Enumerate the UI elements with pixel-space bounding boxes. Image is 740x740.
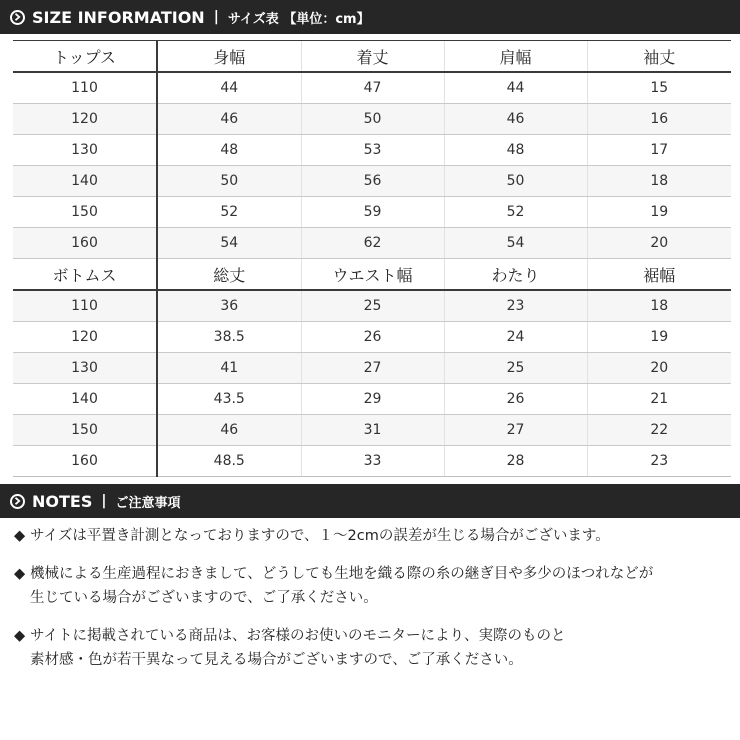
- value-cell: 53: [301, 135, 444, 166]
- value-cell: 27: [301, 353, 444, 384]
- table-row: [13, 197, 731, 228]
- value-cell: 56: [301, 166, 444, 197]
- value-cell: 18: [587, 166, 731, 197]
- table-row: [13, 415, 731, 446]
- value-cell: 20: [587, 228, 731, 259]
- size-table-unit-label: サイズ表 【単位：cm】: [227, 11, 370, 27]
- tops-header-row: [13, 41, 731, 73]
- size-cell: 110: [13, 290, 157, 322]
- value-cell: 47: [301, 72, 444, 104]
- value-cell: 46: [157, 104, 301, 135]
- value-cell: 50: [157, 166, 301, 197]
- size-cell: 140: [13, 384, 157, 415]
- header-separator: |: [213, 9, 219, 25]
- value-cell: 19: [587, 197, 731, 228]
- column-header: ウエスト幅: [301, 259, 444, 291]
- notes-header: [0, 484, 740, 518]
- value-cell: 25: [301, 290, 444, 322]
- value-cell: 44: [444, 72, 587, 104]
- column-header: 身幅: [157, 41, 301, 73]
- size-cell: 160: [13, 228, 157, 259]
- value-cell: 52: [157, 197, 301, 228]
- size-cell: 110: [13, 72, 157, 104]
- header-separator: |: [101, 493, 107, 509]
- value-cell: 19: [587, 322, 731, 353]
- diamond-bullet-icon: ◆: [14, 528, 26, 544]
- value-cell: 24: [444, 322, 587, 353]
- size-information-title: SIZE INFORMATION: [32, 7, 205, 27]
- column-header: 総丈: [157, 259, 301, 291]
- column-header: 着丈: [301, 41, 444, 73]
- value-cell: 23: [587, 446, 731, 477]
- value-cell: 36: [157, 290, 301, 322]
- size-table: [13, 40, 731, 477]
- size-cell: 130: [13, 135, 157, 166]
- table-row: [13, 384, 731, 415]
- note-line: サイズは平置き計測となっておりますので、１～2cmの誤差が生じる場合がございます。: [30, 528, 610, 544]
- size-cell: 160: [13, 446, 157, 477]
- value-cell: 31: [301, 415, 444, 446]
- value-cell: 48.5: [157, 446, 301, 477]
- size-cell: 120: [13, 104, 157, 135]
- value-cell: 62: [301, 228, 444, 259]
- size-cell: 130: [13, 353, 157, 384]
- value-cell: 27: [444, 415, 587, 446]
- note-item: [14, 524, 730, 548]
- chevron-right-circle-icon: [10, 10, 25, 25]
- table-row: [13, 135, 731, 166]
- value-cell: 21: [587, 384, 731, 415]
- bottoms-header-row: [13, 259, 731, 291]
- table-row: [13, 322, 731, 353]
- size-cell: 150: [13, 197, 157, 228]
- value-cell: 50: [444, 166, 587, 197]
- table-row: [13, 446, 731, 477]
- size-information-header: [0, 0, 740, 34]
- value-cell: 22: [587, 415, 731, 446]
- note-line: 生じている場合がございますので、ご了承ください。: [30, 590, 378, 606]
- column-header: 肩幅: [444, 41, 587, 73]
- bottoms-category-header: ボトムス: [13, 259, 157, 291]
- note-text: [30, 524, 730, 548]
- value-cell: 54: [157, 228, 301, 259]
- table-row: [13, 228, 731, 259]
- value-cell: 41: [157, 353, 301, 384]
- value-cell: 43.5: [157, 384, 301, 415]
- value-cell: 46: [157, 415, 301, 446]
- table-row: [13, 104, 731, 135]
- value-cell: 15: [587, 72, 731, 104]
- value-cell: 25: [444, 353, 587, 384]
- notes-subtitle: ご注意事項: [115, 495, 181, 511]
- diamond-bullet-icon: ◆: [14, 628, 26, 644]
- note-item: [14, 624, 730, 672]
- table-row: [13, 72, 731, 104]
- value-cell: 18: [587, 290, 731, 322]
- value-cell: 48: [157, 135, 301, 166]
- tops-category-header: トップス: [13, 41, 157, 73]
- value-cell: 28: [444, 446, 587, 477]
- value-cell: 16: [587, 104, 731, 135]
- diamond-bullet-icon: ◆: [14, 566, 26, 582]
- value-cell: 26: [301, 322, 444, 353]
- value-cell: 33: [301, 446, 444, 477]
- value-cell: 29: [301, 384, 444, 415]
- note-text: [30, 624, 730, 672]
- value-cell: 48: [444, 135, 587, 166]
- value-cell: 59: [301, 197, 444, 228]
- value-cell: 17: [587, 135, 731, 166]
- value-cell: 52: [444, 197, 587, 228]
- note-line: 機械による生産過程におきまして、どうしても生地を織る際の糸の継ぎ目や多少のほつれなどが: [30, 566, 654, 582]
- value-cell: 23: [444, 290, 587, 322]
- column-header: 裾幅: [587, 259, 731, 291]
- column-header: 袖丈: [587, 41, 731, 73]
- note-item: [14, 562, 730, 610]
- value-cell: 50: [301, 104, 444, 135]
- note-line: 素材感・色が若干異なって見える場合がございますので、ご了承ください。: [30, 652, 523, 668]
- value-cell: 20: [587, 353, 731, 384]
- table-row: [13, 166, 731, 197]
- column-header: わたり: [444, 259, 587, 291]
- value-cell: 44: [157, 72, 301, 104]
- size-cell: 120: [13, 322, 157, 353]
- note-line: サイトに掲載されている商品は、お客様のお使いのモニターにより、実際のものと: [30, 628, 566, 644]
- notes-title: NOTES: [32, 491, 93, 511]
- value-cell: 54: [444, 228, 587, 259]
- table-row: [13, 353, 731, 384]
- table-row: [13, 290, 731, 322]
- value-cell: 38.5: [157, 322, 301, 353]
- chevron-right-circle-icon: [10, 494, 25, 509]
- notes-list: [14, 524, 730, 686]
- value-cell: 26: [444, 384, 587, 415]
- size-cell: 150: [13, 415, 157, 446]
- size-cell: 140: [13, 166, 157, 197]
- note-text: [30, 562, 730, 610]
- value-cell: 46: [444, 104, 587, 135]
